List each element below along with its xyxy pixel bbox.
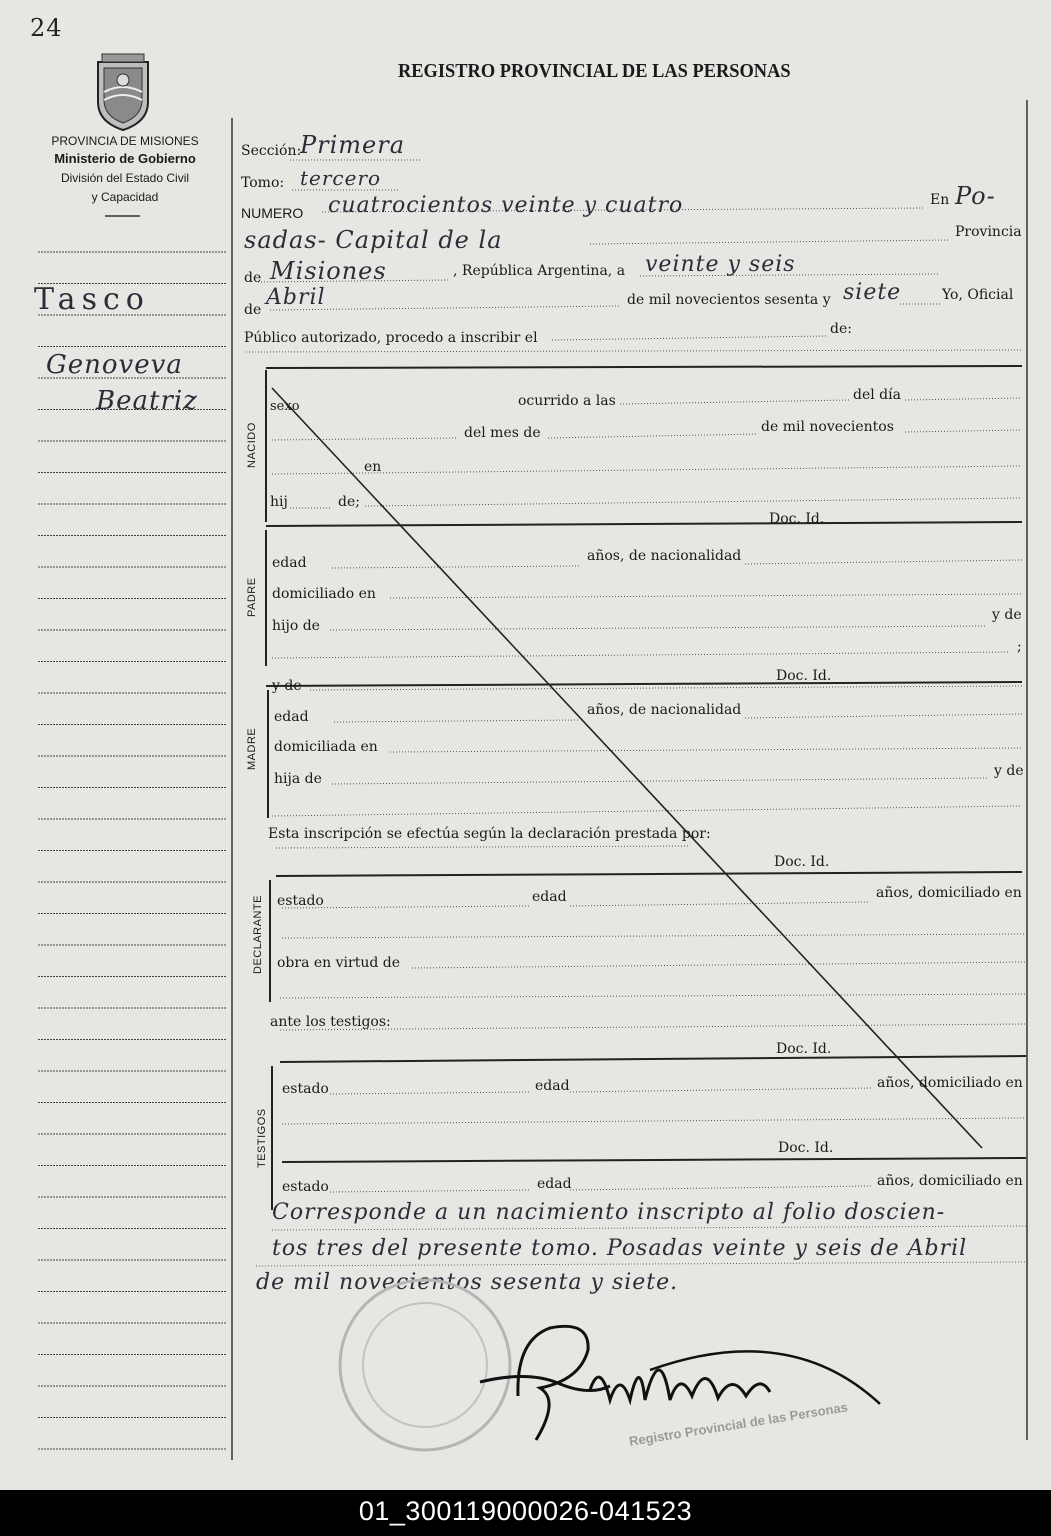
section-label-padre: PADRE bbox=[246, 577, 258, 617]
issuer-line-1: PROVINCIA DE MISIONES bbox=[51, 134, 199, 148]
nacido-de: de; bbox=[338, 494, 360, 510]
testigo1-estado: estado bbox=[282, 1081, 329, 1097]
value-dia: veinte y seis bbox=[645, 252, 796, 277]
section-label-testigos: TESTIGOS bbox=[256, 1108, 268, 1168]
dotted-field bbox=[390, 594, 1022, 598]
testigo1-doc-id: Doc. Id. bbox=[776, 1041, 832, 1057]
dotted-field bbox=[552, 336, 828, 340]
form-title: REGISTRO PROVINCIAL DE LAS PERSONAS bbox=[398, 60, 791, 82]
margin-surname: Tasco bbox=[34, 282, 150, 317]
testigo2-anos-dom: años, domiciliado en bbox=[877, 1173, 1023, 1189]
declarante-edad: edad bbox=[532, 889, 567, 905]
dotted-field bbox=[412, 962, 1026, 968]
label-provincia: Provincia bbox=[955, 224, 1022, 240]
label-de-2: de bbox=[244, 302, 262, 318]
page-number: 24 bbox=[30, 14, 63, 42]
section-separator bbox=[266, 682, 1022, 686]
note-line bbox=[272, 1226, 1026, 1230]
dotted-field bbox=[620, 400, 850, 404]
dotted-field bbox=[334, 720, 580, 722]
dotted-field bbox=[280, 994, 1026, 998]
dotted-field bbox=[905, 430, 1022, 432]
declaracion-text: Esta inscripción se efectúa según la declaración prestada por: bbox=[268, 826, 711, 842]
label-publico: Público autorizado, procedo a inscribir el bbox=[244, 330, 538, 346]
issuer-line-2: Ministerio de Gobierno bbox=[54, 151, 196, 166]
dotted-field bbox=[332, 778, 988, 784]
dotted-field bbox=[246, 350, 1022, 352]
label-tomo: Tomo: bbox=[241, 175, 285, 191]
dotted-field bbox=[332, 566, 580, 568]
testigo1-anos-dom: años, domiciliado en bbox=[877, 1075, 1023, 1091]
value-en-2: sadas- Capital de la bbox=[244, 226, 503, 254]
label-en: En bbox=[930, 192, 950, 208]
declarante-anos-dom: años, domiciliado en bbox=[876, 885, 1022, 901]
testigo2-estado: estado bbox=[282, 1179, 329, 1195]
margin-name-first: Genoveva bbox=[46, 350, 183, 380]
note-line-2: tos tres del presente tomo. Posadas veinte y seis de Abril bbox=[272, 1236, 968, 1261]
value-tomo: tercero bbox=[300, 166, 382, 190]
dotted-field bbox=[570, 1088, 872, 1092]
testigo2-doc-id: Doc. Id. bbox=[778, 1140, 834, 1156]
padre-semicolon: ; bbox=[1017, 639, 1022, 655]
label-republica: , República Argentina, a bbox=[453, 263, 626, 279]
dotted-field bbox=[745, 714, 1022, 718]
declarante-obra: obra en virtud de bbox=[277, 955, 401, 971]
dotted-field bbox=[745, 560, 1022, 564]
section-separator bbox=[276, 872, 1022, 876]
stamp-text: Registro Provincial de las Personas bbox=[628, 1399, 849, 1449]
section-label-madre: MADRE bbox=[246, 727, 258, 770]
note-line bbox=[256, 1262, 1026, 1266]
declarante-estado: estado bbox=[277, 893, 324, 909]
padre-doc-id: Doc. Id. bbox=[776, 668, 832, 684]
nacido-del-dia: del día bbox=[853, 387, 901, 403]
issuer-line-3: División del Estado Civil bbox=[60, 171, 190, 185]
issuer-line-4: y Capacidad bbox=[91, 190, 159, 204]
section-separator bbox=[280, 1056, 1026, 1062]
value-en-1: Po- bbox=[955, 182, 996, 210]
value-provincia: Misiones bbox=[270, 257, 387, 285]
dotted-field bbox=[365, 498, 1022, 506]
nacido-en: en bbox=[364, 459, 382, 475]
madre-anos-nac: años, de nacionalidad bbox=[587, 702, 742, 718]
label-de: de bbox=[244, 270, 262, 286]
value-mes: Abril bbox=[266, 285, 326, 310]
coat-of-arms-emblem bbox=[88, 52, 158, 132]
nacido-de-mil: de mil novecientos bbox=[761, 419, 894, 435]
signature bbox=[505, 1470, 555, 1481]
note-line-3: de mil novecientos sesenta y siete. bbox=[256, 1270, 679, 1295]
madre-hija-de: hija de bbox=[274, 771, 322, 787]
dotted-field bbox=[282, 1118, 1026, 1124]
dotted-field bbox=[280, 1024, 1026, 1030]
section-separator bbox=[266, 366, 1022, 368]
label-numero: NUMERO bbox=[241, 205, 304, 221]
dotted-field bbox=[310, 686, 1022, 690]
madre-y-de-2: y de bbox=[994, 763, 1024, 779]
padre-domiciliado: domiciliado en bbox=[272, 586, 376, 602]
testigo1-edad: edad bbox=[535, 1078, 570, 1094]
nacido-hij: hij bbox=[270, 494, 288, 510]
margin-name-second: Beatriz bbox=[96, 386, 198, 416]
padre-edad: edad bbox=[272, 555, 307, 571]
dotted-field bbox=[905, 398, 1022, 400]
dotted-field bbox=[330, 1190, 530, 1192]
value-numero: cuatrocientos veinte y cuatro bbox=[328, 193, 684, 218]
nacido-ocurrido: ocurrido a las bbox=[518, 393, 616, 409]
section-separator bbox=[266, 522, 1022, 526]
padre-anos-nac: años, de nacionalidad bbox=[587, 548, 742, 564]
dotted-field bbox=[276, 846, 690, 848]
dotted-field bbox=[272, 438, 458, 440]
padre-y-de: y de bbox=[992, 607, 1022, 623]
nacido-del-mes: del mes de bbox=[464, 425, 541, 441]
dotted-field bbox=[272, 806, 1022, 816]
dotted-field bbox=[548, 434, 758, 438]
label-de-mil: de mil novecientos sesenta y bbox=[627, 292, 831, 308]
value-ano: siete bbox=[843, 280, 902, 305]
dotted-field bbox=[272, 652, 1010, 658]
nacido-sexo: sexo bbox=[270, 399, 300, 414]
dotted-field bbox=[282, 934, 1026, 938]
dotted-field bbox=[272, 466, 1022, 474]
section-separator bbox=[282, 1158, 1026, 1162]
padre-hijo-de: hijo de bbox=[272, 618, 320, 634]
dotted-field bbox=[570, 902, 870, 906]
section-label-nacido: NACIDO bbox=[246, 422, 258, 468]
dotted-field bbox=[570, 1186, 872, 1190]
label-yo-oficial: Yo, Oficial bbox=[942, 287, 1014, 303]
dotted-field bbox=[330, 1092, 530, 1094]
cancel-diagonal bbox=[272, 388, 982, 1148]
madre-edad: edad bbox=[274, 709, 309, 725]
dotted-field bbox=[590, 240, 950, 244]
dotted-field bbox=[390, 748, 1022, 752]
testigo2-edad: edad bbox=[537, 1176, 572, 1192]
footer-code: 01_300119000026-041523 bbox=[358, 1496, 693, 1526]
value-seccion: Primera bbox=[300, 131, 406, 159]
dotted-field bbox=[330, 626, 985, 630]
madre-y-de: y de bbox=[272, 678, 302, 694]
label-de-colon: de: bbox=[830, 321, 852, 337]
ante-testigos: ante los testigos: bbox=[270, 1014, 391, 1030]
madre-domiciliada: domiciliada en bbox=[274, 739, 378, 755]
section-label-declarante: DECLARANTE bbox=[252, 895, 264, 974]
note-line-1: Corresponde a un nacimiento inscripto al folio doscien- bbox=[272, 1200, 946, 1225]
declarante-doc-id: Doc. Id. bbox=[774, 854, 830, 870]
nacido-doc-id: Doc. Id. bbox=[769, 511, 825, 527]
label-seccion: Sección: bbox=[241, 143, 302, 159]
